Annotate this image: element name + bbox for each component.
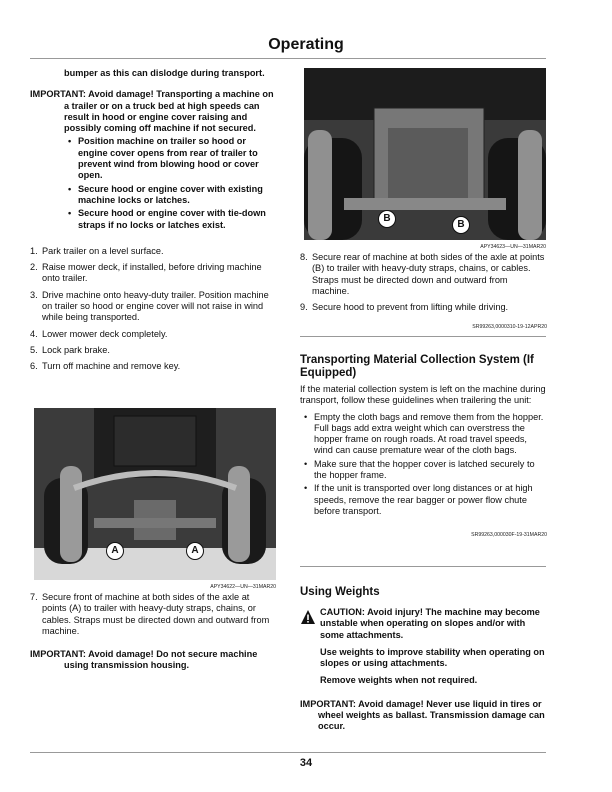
step-list [300,252,547,313]
section-heading: Using Weights [300,586,380,598]
list-item [30,262,274,285]
list-item: • Position machine on trailer so hood or engine cover opens from rear of trailer to prevent wind from blowing hood or cover open. [64,136,274,181]
step-number: 1. [30,245,38,256]
step-text: Raise mower deck, if installed, before driving machine onto trailer. [42,262,262,284]
caution-block [300,607,547,687]
list-item [300,302,547,313]
step-text: Lower mower deck completely. [42,328,168,339]
important-notice-ballast: IMPORTANT: Avoid damage! Never use liquid in tires or wheel weights as ballast. Transmission damage can occur. [300,698,545,732]
step-number: 3. [30,289,38,300]
mower-front-illustration [34,408,276,580]
step-list [30,592,274,637]
step-text: Secure hood to prevent from lifting while driving. [312,302,509,313]
callout-a-left: A [106,542,124,560]
step-number: 8. [300,252,308,262]
step-number: 7. [30,592,38,602]
step-number: 6. [30,361,38,372]
step-number: 5. [30,344,38,355]
caution-weights-text: Use weights to improve stability when operating on slopes or using attachments. [320,646,545,669]
collection-bullet-list [300,412,547,518]
warning-triangle-icon [300,609,316,625]
figure-caption: APY34622—UN—31MAR20 [210,584,276,590]
section-rule [300,566,546,567]
list-item [30,329,274,340]
step-number: 9. [300,302,308,313]
list-item: • Empty the cloth bags and remove them from the hopper. Full bags add extra weight which can overstress the hopper frame on rough roads. At road travel speeds, wind can cause premature wear of the cloth bags. [300,412,547,457]
list-item: • Make sure that the hopper cover is latched securely to the hopper frame. [300,459,547,482]
left-column [30,68,274,373]
step-text: Drive machine onto heavy-duty trailer. Position machine on trailer so hood or engine cover will not raise in wind while being transported. [42,289,269,323]
list-item: • Secure hood or engine cover with existing machine locks or latches. [64,184,274,207]
step-text: Secure front of machine at both sides of the axle at points (A) to trailer with heavy-duty straps, chains, or cables. Straps must be directed down and outward from machine. [42,592,270,636]
callout-a-right: A [186,542,204,560]
list-item: • If the unit is transported over long distances or at high speeds, remove the rear bagger or power flow chute before transport. [300,483,547,517]
front-axle-tiedown-image [34,408,276,580]
list-item [30,361,274,372]
section-heading: Transporting Material Collection System (If Equipped) [300,354,534,379]
page-title: Operating [268,36,344,53]
important-notice-hood: IMPORTANT: Avoid damage! Transporting a machine on a trailer or on a truck bed at high speeds can result in hood or engine cover raising and possibly coming off machine if not secured. [30,89,274,134]
reference-code: SR99263,0000310-19-12APR20 [472,324,547,331]
figure-caption: APY34623—UN—31MAR20 [480,244,546,250]
page-number: 34 [299,757,313,769]
step-text: Secure rear of machine at both sides of the axle at points (B) to trailer with heavy-duty straps, chains, or cables. Straps must be directed down and outward from machine. [312,252,545,296]
step-text: Lock park brake. [42,344,110,355]
section-rule [300,336,546,337]
step-text: Turn off machine and remove key. [42,361,181,372]
reference-code: SR99263,000030F-19-31MAR20 [471,532,547,539]
hood-bullet-list [64,136,274,230]
caution-text: CAUTION: Avoid injury! The machine may become unstable when operating on slopes and/or with some attachments. [320,607,540,640]
callout-b-left: B [378,210,396,228]
left-column-lower [30,592,274,672]
section-intro: If the material collection system is left on the machine during transport, follow these guidelines when trailering the unit: [300,384,546,406]
important-notice-transmission: IMPORTANT: Avoid damage! Do not secure machine using transmission housing. [30,649,258,671]
step-text: Park trailer on a level surface. [42,245,164,256]
list-item [30,345,274,356]
material-collection-section [300,354,547,542]
list-item [30,246,274,257]
mower-rear-illustration [304,68,546,240]
header-rule [30,58,546,59]
step-list [30,246,274,373]
footer-rule [30,752,546,753]
right-column [300,252,547,334]
caution-remove-text: Remove weights when not required. [320,675,478,686]
list-item [30,290,274,324]
step-number: 2. [30,262,38,273]
continued-text: bumper as this can dislodge during transport. [64,68,265,78]
using-weights-section [300,586,547,733]
list-item [30,592,274,637]
callout-b-right: B [452,216,470,234]
list-item: • Secure hood or engine cover with tie-down straps if no locks or latches exist. [64,208,274,231]
rear-axle-tiedown-image [304,68,546,240]
list-item [300,252,547,297]
step-number: 4. [30,328,38,339]
